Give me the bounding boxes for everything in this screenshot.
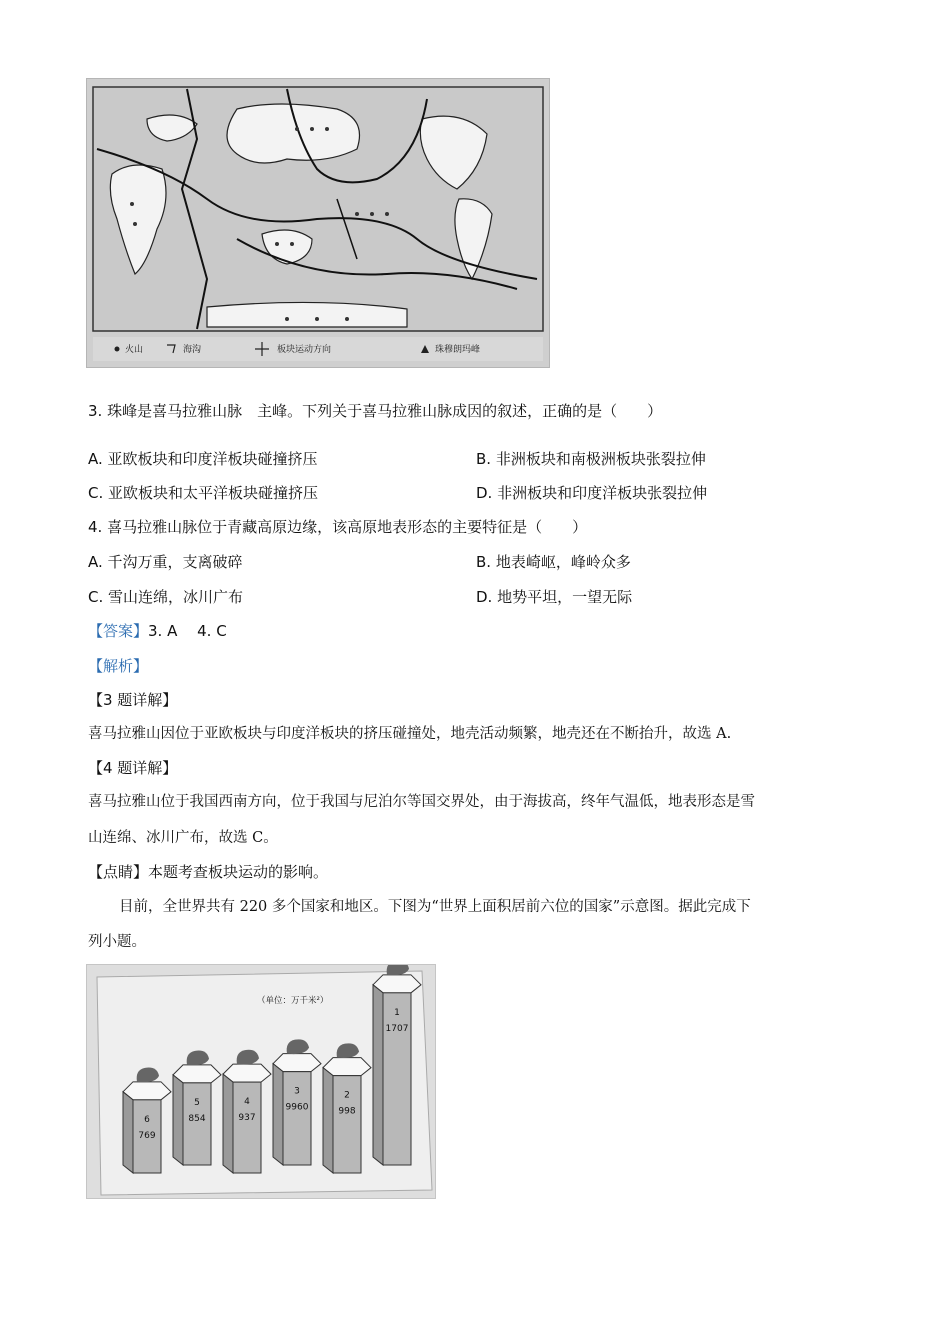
intro-line-1: 目前，全世界共有 220 多个国家和地区。下图为“世界上面积居前六位的国家”示意图。据此完成下 bbox=[119, 899, 751, 915]
answer-line bbox=[88, 621, 227, 641]
q3-option-a: A. 亚欧板块和印度洋板块碰撞挤压 bbox=[88, 450, 318, 468]
plate-map-svg bbox=[87, 79, 549, 367]
bar-side bbox=[173, 1075, 183, 1165]
bar-rank-label: 2 bbox=[344, 1090, 350, 1101]
detail4-text-1: 喜马拉雅山位于我国西南方向，位于我国与尼泊尔等国交界处，由于海拔高，终年气温低，地表形态是雪 bbox=[88, 794, 755, 810]
legend-volcano-label: 火山 bbox=[125, 345, 144, 355]
bar-side bbox=[123, 1092, 133, 1173]
bar-rank-label: 1 bbox=[394, 1007, 400, 1018]
analysis-tag: 【解析】 bbox=[88, 657, 149, 675]
point-line: 【点睛】本题考查板块运动的影响。 bbox=[88, 863, 329, 881]
bar-value-label: 1707 bbox=[385, 1023, 409, 1034]
plate-map-figure bbox=[86, 78, 550, 368]
legend-peak-label: 珠穆朗玛峰 bbox=[435, 345, 481, 355]
q3-option-b: B. 非洲板块和南极洲板块张裂拉伸 bbox=[476, 450, 706, 468]
bar-side bbox=[223, 1074, 233, 1173]
unit-label: （单位：万千米²） bbox=[257, 996, 329, 1006]
bar-value-label: 998 bbox=[338, 1106, 356, 1117]
q4-option-a: A. 千沟万重，支离破碎 bbox=[88, 553, 243, 571]
q3-option-c: C. 亚欧板块和太平洋板块碰撞挤压 bbox=[88, 484, 319, 502]
bar-front bbox=[283, 1072, 311, 1165]
bar-value-label: 9960 bbox=[285, 1102, 309, 1113]
intro-line-2: 列小题。 bbox=[88, 934, 146, 950]
bar-side bbox=[373, 985, 383, 1165]
area-bar-chart bbox=[87, 965, 435, 1198]
detail3-text: 喜马拉雅山因位于亚欧板块与印度洋板块的挤压碰撞处，地壳活动频繁，地壳还在不断抬升，故选 A. bbox=[88, 726, 732, 742]
legend-boundary-label: 板块运动方向 bbox=[277, 345, 332, 355]
area-bar-figure bbox=[86, 964, 436, 1199]
bar-rank-label: 4 bbox=[244, 1097, 250, 1108]
legend-trench-label: 海沟 bbox=[183, 345, 202, 355]
bar-rank-label: 3 bbox=[294, 1086, 300, 1097]
q4-option-c: C. 雪山连绵，冰川广布 bbox=[88, 588, 244, 606]
bar-side bbox=[323, 1068, 333, 1173]
q4-stem: 4. 喜马拉雅山脉位于青藏高原边缘，该高原地表形态的主要特征是（ ） bbox=[88, 518, 588, 536]
answer-text: 3. A 4. C bbox=[148, 622, 227, 640]
bar-value-label: 854 bbox=[188, 1113, 206, 1124]
answer-tag: 【答案】 bbox=[88, 622, 149, 640]
bar-value-label: 769 bbox=[138, 1130, 156, 1141]
detail4-text-2: 山连绵、冰川广布，故选 C。 bbox=[88, 830, 278, 846]
bar-side bbox=[273, 1064, 283, 1165]
q3-option-d: D. 非洲板块和印度洋板块张裂拉伸 bbox=[476, 484, 708, 502]
detail3-heading: 【3 题详解】 bbox=[88, 691, 178, 709]
bar-front bbox=[233, 1082, 261, 1173]
q4-option-b: B. 地表崎岖，峰岭众多 bbox=[476, 553, 631, 571]
volcano-dot-icon bbox=[115, 347, 120, 352]
bar-rank-label: 5 bbox=[194, 1097, 200, 1108]
q3-stem: 3. 珠峰是喜马拉雅山脉 主峰。下列关于喜马拉雅山脉成因的叙述，正确的是（ ） bbox=[88, 402, 663, 420]
detail4-heading: 【4 题详解】 bbox=[88, 759, 178, 777]
bar-rank-label: 6 bbox=[144, 1114, 150, 1125]
q4-option-d: D. 地势平坦，一望无际 bbox=[476, 588, 633, 606]
bar-front bbox=[383, 993, 411, 1165]
bar-value-label: 937 bbox=[238, 1113, 256, 1124]
bar-front bbox=[183, 1083, 211, 1165]
